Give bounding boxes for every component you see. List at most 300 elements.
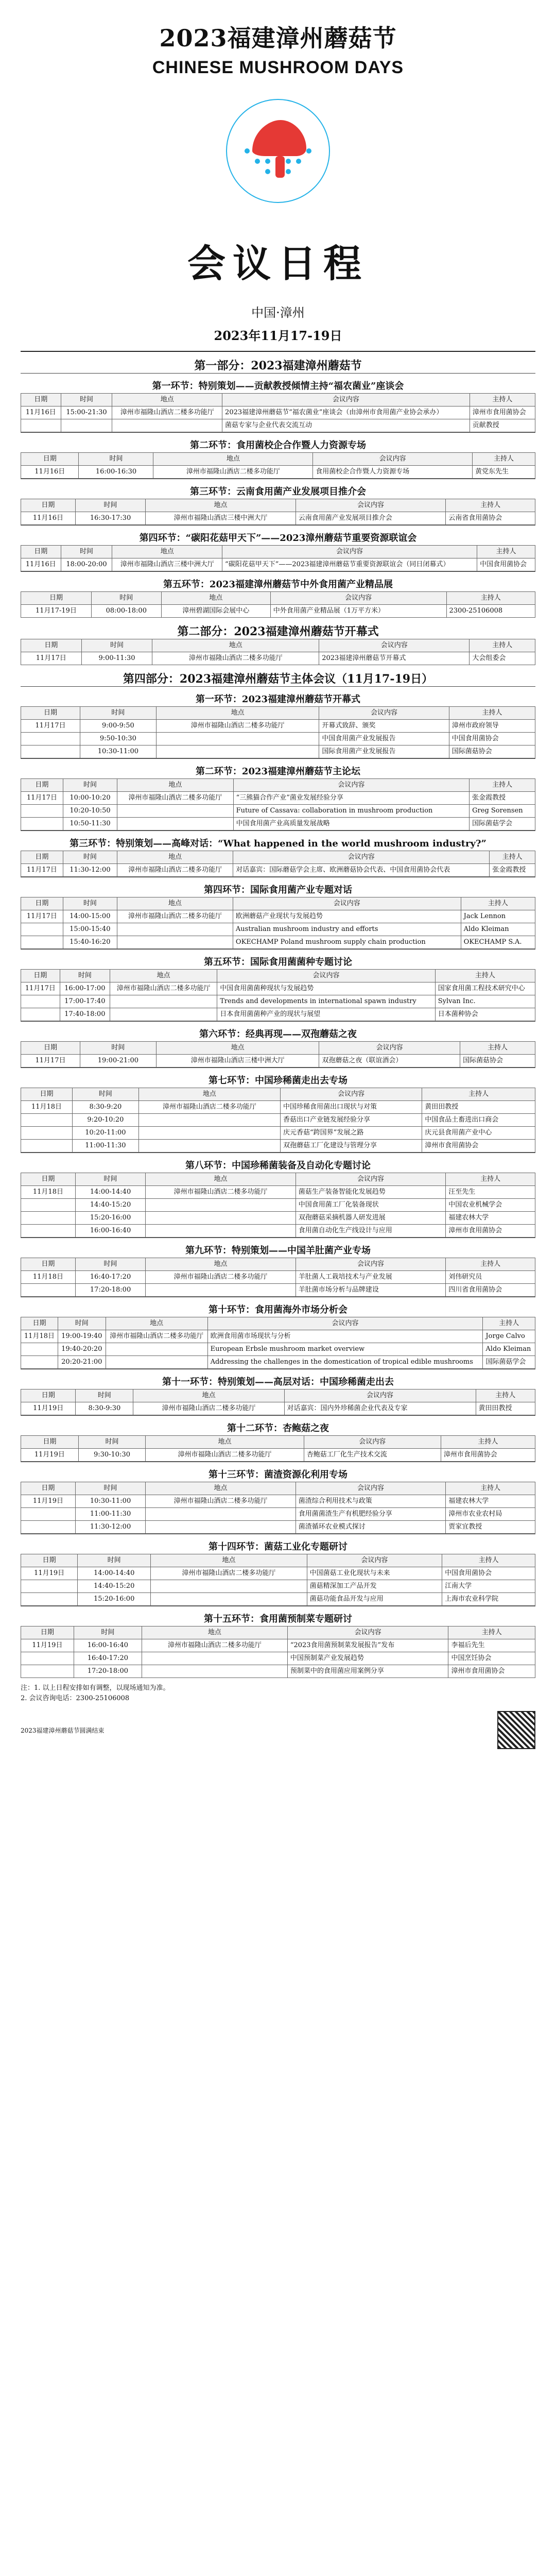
column-header: 会议内容 xyxy=(233,851,490,864)
table-cell: 14:00-15:00 xyxy=(63,910,117,923)
title-en: CHINESE MUSHROOM DAYS xyxy=(152,58,404,77)
title-cn: 2023福建漳州蘑菇节 xyxy=(159,24,397,52)
table-cell: 张金霞教授 xyxy=(490,864,535,877)
table-cell: 9:50-10:30 xyxy=(80,733,156,745)
agenda-table xyxy=(21,778,535,831)
table-cell: 中国菌菇工业化现状与未来 xyxy=(307,1567,442,1580)
table-cell: 庆元县食用菌产业中心 xyxy=(422,1127,535,1140)
subsection-title: 第二环节：2023福建漳州蘑菇节主论坛 xyxy=(195,766,361,777)
table-cell: 9:30-10:30 xyxy=(78,1449,146,1462)
table-cell: 11月19日 xyxy=(21,1639,74,1652)
column-header: 地点 xyxy=(112,394,222,406)
table-cell: 中国食用菌协会 xyxy=(442,1567,535,1580)
note-1: 注：1. 以上日程安排如有调整，以现场通知为准。 xyxy=(21,1684,170,1692)
table-cell: 漳州市福隆山酒店二楼多功能厅 xyxy=(142,1639,288,1652)
agenda-table xyxy=(21,1435,535,1462)
agenda-table xyxy=(21,639,535,665)
column-header: 日期 xyxy=(21,779,63,792)
mushroom-logo xyxy=(0,84,556,218)
subsection xyxy=(21,1606,535,1625)
column-header: 地点 xyxy=(156,1042,319,1055)
column-header: 地点 xyxy=(156,707,319,720)
agenda-table xyxy=(21,851,535,877)
table-cell xyxy=(117,923,233,936)
table-cell: 漳州市食用菌协会 xyxy=(446,1225,535,1238)
table-header-row xyxy=(21,394,535,406)
table-cell: 国际食用菌产业发展报告 xyxy=(319,745,449,758)
table-cell: 2300-25106008 xyxy=(446,605,535,618)
subsection xyxy=(21,479,535,498)
notes xyxy=(21,1683,535,1704)
table-cell: European Erbsle mushroom market overview xyxy=(207,1343,483,1356)
table-cell: Aldo Kleiman xyxy=(461,923,535,936)
table-row xyxy=(21,982,535,995)
table-cell: 2023福建漳州蘑菇节开幕式 xyxy=(319,652,470,665)
table-cell xyxy=(21,1199,76,1212)
table-cell: 云南省食用菌协会 xyxy=(446,512,535,525)
table-row xyxy=(21,1140,535,1153)
table-row xyxy=(21,1271,535,1284)
table-cell: 欧洲食用菌市场现状与分析 xyxy=(207,1330,483,1343)
column-header: 时间 xyxy=(75,1173,145,1186)
column-header: 主持人 xyxy=(442,1554,535,1567)
subsection xyxy=(21,1067,535,1087)
table-cell: 贡献教授 xyxy=(470,419,535,432)
column-header: 时间 xyxy=(75,499,145,512)
agenda-table xyxy=(21,545,535,571)
column-header: 时间 xyxy=(81,639,152,652)
column-header: 会议内容 xyxy=(307,1554,442,1567)
column-header: 时间 xyxy=(91,592,161,605)
table-cell: 双孢蘑菇工厂化建设与管理分享 xyxy=(281,1140,422,1153)
column-header: 地点 xyxy=(112,546,222,558)
table-row xyxy=(21,1330,535,1343)
table-cell xyxy=(21,1580,78,1593)
table-cell: 16:30-17:30 xyxy=(75,512,145,525)
table-cell: 漳州市农业农村局 xyxy=(446,1508,535,1521)
subsection-title: 第三环节：特别策划——高峰对话：“What happened in the world mushroom industry?” xyxy=(70,838,486,849)
column-header: 地点 xyxy=(117,779,233,792)
table-cell xyxy=(21,936,63,949)
column-header: 时间 xyxy=(60,970,110,982)
column-header: 日期 xyxy=(21,394,61,406)
column-header: 地点 xyxy=(133,1389,284,1402)
column-header: 日期 xyxy=(21,1389,76,1402)
table-cell: 菌菇生产装备智能化发展趋势 xyxy=(296,1186,446,1199)
table-cell: 四川省食用菌协会 xyxy=(446,1284,535,1297)
table-cell: 16:00-16:40 xyxy=(75,1225,145,1238)
table-cell: 刘伟研究员 xyxy=(446,1271,535,1284)
subsection-title: 第五环节：2023福建漳州蘑菇节中外食用菌产业精品展 xyxy=(163,579,393,590)
section-title: 第二部分：2023福建漳州蘑菇节开幕式 xyxy=(177,625,379,638)
table-row xyxy=(21,1449,535,1462)
table-cell: 19:00-19:40 xyxy=(58,1330,106,1343)
table-cell: 漳州市福隆山酒店二楼多功能厅 xyxy=(156,720,319,733)
footer xyxy=(21,1704,535,1759)
subsection xyxy=(21,1297,535,1316)
column-header: 会议内容 xyxy=(319,707,449,720)
table-cell: 香菇出口产业链发展经验分享 xyxy=(281,1114,422,1127)
table-row xyxy=(21,1652,535,1665)
subsection xyxy=(21,831,535,850)
column-header: 地点 xyxy=(110,970,217,982)
table-cell: 羊肚菌市场分析与品牌建设 xyxy=(296,1284,446,1297)
subsection xyxy=(21,877,535,896)
table-cell: 9:00-11:30 xyxy=(81,652,152,665)
agenda-table xyxy=(21,897,535,949)
subsection-title: 第十一环节：特别策划——高层对话：中国珍稀菌走出去 xyxy=(162,1377,394,1387)
column-header: 日期 xyxy=(21,1088,73,1101)
table-cell: Sylvan Inc. xyxy=(435,995,535,1008)
table-row xyxy=(21,1008,535,1021)
table-cell: 漳州市福隆山酒店三楼中洲大厅 xyxy=(146,512,296,525)
table-row xyxy=(21,1567,535,1580)
column-header: 主持人 xyxy=(483,1317,535,1330)
table-cell: 17:00-17:40 xyxy=(60,995,110,1008)
agenda-table xyxy=(21,1041,535,1067)
column-header: 主持人 xyxy=(472,453,535,466)
agenda xyxy=(0,357,556,1678)
divider xyxy=(21,351,535,352)
table-cell xyxy=(21,995,60,1008)
column-header: 主持人 xyxy=(422,1088,535,1101)
column-header: 主持人 xyxy=(435,970,535,982)
column-header: 地点 xyxy=(146,1482,296,1495)
table-cell: 对话嘉宾：国际蘑菇学会主席、欧洲蘑菇协会代表、中国食用菌协会代表 xyxy=(233,864,490,877)
subsection xyxy=(21,1534,535,1553)
table-row xyxy=(21,1284,535,1297)
table-cell: 大会组委会 xyxy=(470,652,535,665)
table-row xyxy=(21,1402,535,1415)
column-header: 日期 xyxy=(21,1626,74,1639)
column-header: 时间 xyxy=(61,394,112,406)
table-row xyxy=(21,512,535,525)
table-cell xyxy=(106,1356,207,1369)
table-row xyxy=(21,733,535,745)
table-cell: 中国烹饪协会 xyxy=(448,1652,535,1665)
table-cell: 江南大学 xyxy=(442,1580,535,1593)
table-cell: 中国食用菌协会 xyxy=(477,558,535,571)
table-cell: 10:50-11:30 xyxy=(63,818,117,831)
column-header: 地点 xyxy=(117,851,233,864)
agenda-table xyxy=(21,1482,535,1534)
table-cell xyxy=(21,1652,74,1665)
column-header: 时间 xyxy=(63,897,117,910)
table-cell: 中国食用菌菌种现状与发展趋势 xyxy=(217,982,436,995)
table-cell: 漳州市福隆山酒店二楼多功能厅 xyxy=(151,1567,307,1580)
table-cell: 漳州市福隆山酒店二楼多功能厅 xyxy=(146,1271,296,1284)
table-cell xyxy=(21,805,63,818)
subsection-title: 第十三环节：菌渣资源化利用专场 xyxy=(208,1469,348,1480)
table-cell xyxy=(21,1114,73,1127)
table-cell xyxy=(21,1508,76,1521)
column-header: 会议内容 xyxy=(319,639,470,652)
column-header: 时间 xyxy=(75,1258,145,1271)
table-cell: 漳州市福隆山酒店二楼多功能厅 xyxy=(146,1495,296,1508)
subsection xyxy=(21,1153,535,1172)
table-cell: 15:40-16:20 xyxy=(63,936,117,949)
table-row xyxy=(21,745,535,758)
table-cell: 11月19日 xyxy=(21,1567,78,1580)
column-header: 地点 xyxy=(106,1317,207,1330)
column-header: 主持人 xyxy=(477,546,535,558)
table-header-row xyxy=(21,1436,535,1449)
column-header: 会议内容 xyxy=(284,1389,476,1402)
subsection xyxy=(21,571,535,590)
table-header-row xyxy=(21,592,535,605)
subsection-title: 第一环节：特别策划——贡献教授倾情主持“福农菌业”座谈会 xyxy=(152,381,404,392)
table-cell: 11月16日 xyxy=(21,558,61,571)
table-cell: 中国农业机械学会 xyxy=(446,1199,535,1212)
table-cell: 漳州市福隆山酒店二楼多功能厅 xyxy=(138,1101,280,1114)
column-header: 会议内容 xyxy=(287,1626,448,1639)
table-cell: 开幕式致辞、颁奖 xyxy=(319,720,449,733)
table-cell xyxy=(146,1521,296,1534)
table-cell xyxy=(21,1356,58,1369)
column-header: 日期 xyxy=(21,1436,79,1449)
subsection-title: 第五环节：国际食用菌菌种专题讨论 xyxy=(204,957,352,968)
table-cell: 11:00-11:30 xyxy=(72,1140,138,1153)
subsection xyxy=(21,1415,535,1434)
table-row xyxy=(21,1212,535,1225)
table-header-row xyxy=(21,1482,535,1495)
table-cell: 10:20-10:50 xyxy=(63,805,117,818)
table-cell xyxy=(21,1140,73,1153)
table-cell xyxy=(21,419,61,432)
column-header: 时间 xyxy=(58,1317,106,1330)
column-header: 会议内容 xyxy=(296,1173,446,1186)
column-header: 会议内容 xyxy=(281,1088,422,1101)
table-cell xyxy=(156,733,319,745)
table-cell xyxy=(21,1284,76,1297)
table-cell xyxy=(21,733,80,745)
table-cell xyxy=(146,1199,296,1212)
table-cell: 福建农林大学 xyxy=(446,1212,535,1225)
subsection xyxy=(21,686,535,705)
table-cell: 11月18日 xyxy=(21,1186,76,1199)
table-row xyxy=(21,605,535,618)
column-header: 地点 xyxy=(152,639,319,652)
table-cell: 菌菇功能食品开发与应用 xyxy=(307,1593,442,1606)
table-cell: 中外食用菌产业精品展（1万平方米） xyxy=(270,605,446,618)
column-header: 日期 xyxy=(21,707,80,720)
table-cell: 08:00-18:00 xyxy=(91,605,161,618)
table-cell: 14:40-15:20 xyxy=(78,1580,151,1593)
subsection-title: 第十环节：食用菌海外市场分析会 xyxy=(208,1304,348,1315)
column-header: 时间 xyxy=(72,1088,138,1101)
table-cell xyxy=(110,1008,217,1021)
table-cell: 福建农林大学 xyxy=(446,1495,535,1508)
table-cell: 11月16日 xyxy=(21,466,79,479)
column-header: 地点 xyxy=(138,1088,280,1101)
table-cell: 张金霞教授 xyxy=(470,792,535,805)
table-cell: 上海市农业科学院 xyxy=(442,1593,535,1606)
table-row xyxy=(21,1127,535,1140)
table-cell: 10:00-10:20 xyxy=(63,792,117,805)
column-header: 日期 xyxy=(21,639,82,652)
table-cell: 双孢蘑菇采摘机器人研发进展 xyxy=(296,1212,446,1225)
column-header: 日期 xyxy=(21,1482,76,1495)
table-header-row xyxy=(21,779,535,792)
table-cell: 漳州市福隆山酒店三楼中洲大厅 xyxy=(156,1055,319,1067)
table-row xyxy=(21,1055,535,1067)
subsection xyxy=(21,432,535,451)
column-header: 会议内容 xyxy=(270,592,446,605)
table-cell: 15:20-16:00 xyxy=(75,1212,145,1225)
table-cell: OKECHAMP Poland mushroom supply chain production xyxy=(233,936,461,949)
table-cell: 11月17日 xyxy=(21,792,63,805)
subsection-title: 第八环节：中国珍稀菌装备及自动化专题讨论 xyxy=(185,1160,371,1171)
table-row xyxy=(21,1495,535,1508)
table-cell xyxy=(142,1652,288,1665)
subsection xyxy=(21,949,535,968)
column-header: 会议内容 xyxy=(222,546,477,558)
table-cell: 中国食用菌产业发展报告 xyxy=(319,733,449,745)
table-cell: 11月17日 xyxy=(21,1055,80,1067)
column-header: 会议内容 xyxy=(233,779,470,792)
column-header: 日期 xyxy=(21,851,63,864)
table-cell: 11月16日 xyxy=(21,406,61,419)
table-cell xyxy=(112,419,222,432)
place: 中国·漳州 xyxy=(251,306,305,320)
column-header: 会议内容 xyxy=(222,394,470,406)
table-row xyxy=(21,1521,535,1534)
column-header: 主持人 xyxy=(446,1258,535,1271)
agenda-table xyxy=(21,1317,535,1369)
column-header: 时间 xyxy=(63,779,117,792)
table-cell: 11月17日 xyxy=(21,652,82,665)
subsection xyxy=(21,525,535,544)
column-header: 会议内容 xyxy=(296,499,446,512)
column-header: 时间 xyxy=(74,1626,142,1639)
subsection-title: 第十二环节：杏鲍菇之夜 xyxy=(227,1423,329,1434)
table-cell: 日本食用菌菌种产业的现状与展望 xyxy=(217,1008,436,1021)
table-row xyxy=(21,1665,535,1678)
table-cell: 漳州碧湖国际会展中心 xyxy=(161,605,270,618)
table-cell: 8:30-9:20 xyxy=(72,1101,138,1114)
table-cell: 17:20-18:00 xyxy=(74,1665,142,1678)
table-cell: 16:40-17:20 xyxy=(74,1652,142,1665)
column-header: 日期 xyxy=(21,970,60,982)
column-header: 时间 xyxy=(76,1389,133,1402)
table-cell: 中国食用菌工厂化装备现状 xyxy=(296,1199,446,1212)
column-header: 地点 xyxy=(153,453,313,466)
table-cell: 中国食用菌产业高质量发展战略 xyxy=(233,818,470,831)
table-header-row xyxy=(21,1626,535,1639)
table-cell: 汪至先生 xyxy=(446,1186,535,1199)
table-row xyxy=(21,558,535,571)
table-cell: 14:00-14:40 xyxy=(78,1567,151,1580)
agenda-table xyxy=(21,706,535,758)
table-cell: 18:00-20:00 xyxy=(61,558,112,571)
table-header-row xyxy=(21,1389,535,1402)
table-cell xyxy=(146,1508,296,1521)
table-cell: 云南食用菌产业发展项目推介会 xyxy=(296,512,446,525)
table-cell: 17:20-18:00 xyxy=(75,1284,145,1297)
table-row xyxy=(21,1186,535,1199)
table-cell: Greg Sorensen xyxy=(470,805,535,818)
table-cell: 15:20-16:00 xyxy=(78,1593,151,1606)
table-cell: 菌渣综合利用技术与政策 xyxy=(296,1495,446,1508)
hero xyxy=(0,0,556,352)
table-cell xyxy=(21,1593,78,1606)
table-cell xyxy=(138,1114,280,1127)
table-cell: Jorge Calvo xyxy=(483,1330,535,1343)
table-cell xyxy=(21,1521,76,1534)
column-header: 主持人 xyxy=(441,1436,535,1449)
agenda-table xyxy=(21,393,535,432)
table-cell: 菌菇专家与企业代表交流互动 xyxy=(222,419,470,432)
table-cell: Addressing the challenges in the domestication of tropical edible mushrooms xyxy=(207,1356,483,1369)
table-cell xyxy=(156,745,319,758)
table-row xyxy=(21,1343,535,1356)
table-row xyxy=(21,1199,535,1212)
table-row xyxy=(21,406,535,419)
table-cell xyxy=(21,923,63,936)
table-cell: 漳州市福隆山酒店二楼多功能厅 xyxy=(152,652,319,665)
table-cell: “2023食用菌预制菜发展报告”发布 xyxy=(287,1639,448,1652)
table-cell xyxy=(21,745,80,758)
table-cell xyxy=(142,1665,288,1678)
column-header: 日期 xyxy=(21,546,61,558)
subsection-title: 第七环节：中国珍稀菌走出去专场 xyxy=(208,1075,348,1086)
table-cell: 14:40-15:20 xyxy=(75,1199,145,1212)
agenda-table xyxy=(21,1626,535,1678)
table-cell: 漳州市食用菌协会 xyxy=(441,1449,535,1462)
column-header: 主持人 xyxy=(446,499,535,512)
table-cell xyxy=(106,1343,207,1356)
table-cell: 19:40-20:20 xyxy=(58,1343,106,1356)
column-header: 会议内容 xyxy=(296,1482,446,1495)
table-header-row xyxy=(21,1173,535,1186)
table-header-row xyxy=(21,1042,535,1055)
table-cell: 杏鲍菇工厂化生产技术交流 xyxy=(304,1449,441,1462)
column-header: 主持人 xyxy=(470,779,535,792)
table-cell: 14:00-14:40 xyxy=(75,1186,145,1199)
subsection-title: 第一环节：2023福建漳州蘑菇节开幕式 xyxy=(195,694,361,705)
column-header: 日期 xyxy=(21,897,63,910)
table-row xyxy=(21,910,535,923)
table-row xyxy=(21,1101,535,1114)
table-cell: 黄田田教授 xyxy=(476,1402,535,1415)
table-row xyxy=(21,995,535,1008)
table-cell: 17:40-18:00 xyxy=(60,1008,110,1021)
column-header: 会议内容 xyxy=(233,897,461,910)
table-cell: 16:00-17:00 xyxy=(60,982,110,995)
table-row xyxy=(21,936,535,949)
table-row xyxy=(21,805,535,818)
table-cell: 11月19日 xyxy=(21,1495,76,1508)
column-header: 时间 xyxy=(61,546,112,558)
column-header: 时间 xyxy=(80,1042,156,1055)
table-cell: 11:30-12:00 xyxy=(75,1521,145,1534)
table-cell xyxy=(146,1212,296,1225)
column-header: 地点 xyxy=(161,592,270,605)
table-cell: 漳州市福隆山酒店二楼多功能厅 xyxy=(117,910,233,923)
table-cell: Future of Cassava: collaboration in mushroom production xyxy=(233,805,470,818)
column-header: 地点 xyxy=(146,1436,304,1449)
table-cell: 日本菌种协会 xyxy=(435,1008,535,1021)
column-header: 时间 xyxy=(80,707,156,720)
subsection xyxy=(21,1462,535,1481)
table-cell xyxy=(138,1127,280,1140)
table-cell: 19:00-21:00 xyxy=(80,1055,156,1067)
table-cell: 双孢蘑菇之夜（联谊酒会） xyxy=(319,1055,460,1067)
agenda-table xyxy=(21,1389,535,1415)
table-header-row xyxy=(21,1317,535,1330)
table-cell: 15:00-21:30 xyxy=(61,406,112,419)
table-cell: 欧洲蘑菇产业现状与发展趋势 xyxy=(233,910,461,923)
